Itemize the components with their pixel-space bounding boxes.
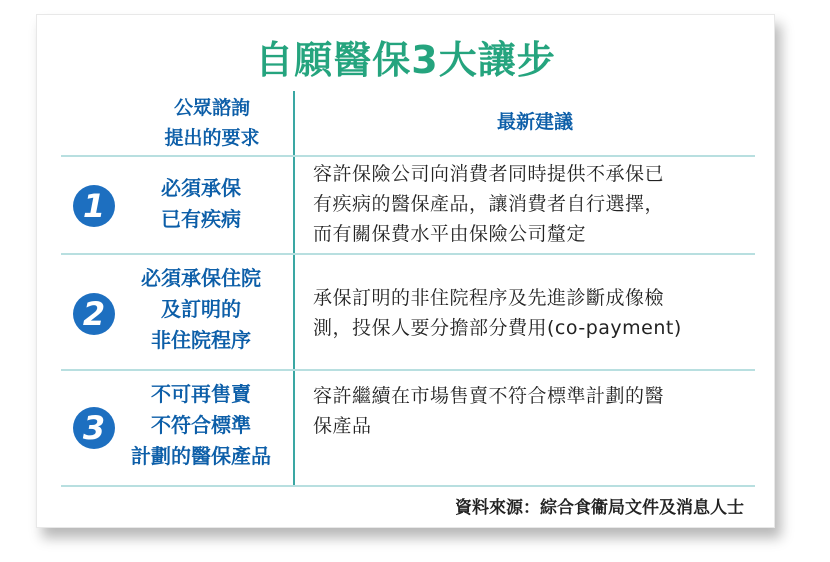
recommendation-line: 測，投保人要分擔部分費用(co-payment): [313, 317, 682, 339]
row-number-badge: 1: [73, 185, 115, 227]
card-title: 自願醫保3大讓步: [255, 38, 556, 82]
row-divider: [61, 253, 755, 255]
requirement-line: 計劃的醫保產品: [131, 444, 271, 468]
requirement-line: 已有疾病: [161, 207, 241, 231]
requirement-line: 必須承保: [161, 176, 241, 200]
recommendation-line: 承保訂明的非住院程序及先進診斷成像檢: [313, 287, 665, 309]
header-recommendations: 最新建議: [496, 111, 573, 133]
requirement-line: 不可再售賣: [151, 382, 251, 406]
recommendation-line: 而有關保費水平由保險公司釐定: [313, 223, 587, 245]
recommendation-cell: [313, 381, 763, 441]
row-divider: [61, 155, 755, 157]
row-number-badge: 3: [73, 407, 115, 449]
requirement-line: 不符合標準: [151, 413, 251, 437]
requirement-line: 及訂明的: [161, 297, 241, 321]
row-number-badge: 2: [73, 293, 115, 335]
recommendation-line: 容許繼續在市場售賣不符合標準計劃的醫: [313, 385, 665, 407]
header-requirements-line: 公眾諮詢: [173, 97, 250, 119]
requirement-line: 必須承保住院: [141, 266, 261, 290]
row-divider: [61, 369, 755, 371]
recommendation-cell: [313, 283, 763, 343]
row-divider: [61, 485, 755, 487]
recommendation-line: 容許保險公司向消費者同時提供不承保已: [313, 163, 665, 185]
source-note: 資料來源：綜合食衞局文件及消息人士: [455, 498, 744, 518]
recommendation-line: 有疾病的醫保產品，讓消費者自行選擇，: [313, 193, 665, 215]
requirement-line: 非住院程序: [151, 328, 251, 352]
header-requirements: [117, 93, 307, 153]
requirement-cell: [101, 379, 301, 472]
info-card: [36, 14, 775, 528]
requirement-cell: [101, 263, 301, 356]
recommendation-cell: [313, 159, 763, 249]
header-requirements-line: 提出的要求: [164, 127, 260, 149]
recommendation-line: 保產品: [313, 415, 372, 437]
requirement-cell: [101, 173, 301, 235]
